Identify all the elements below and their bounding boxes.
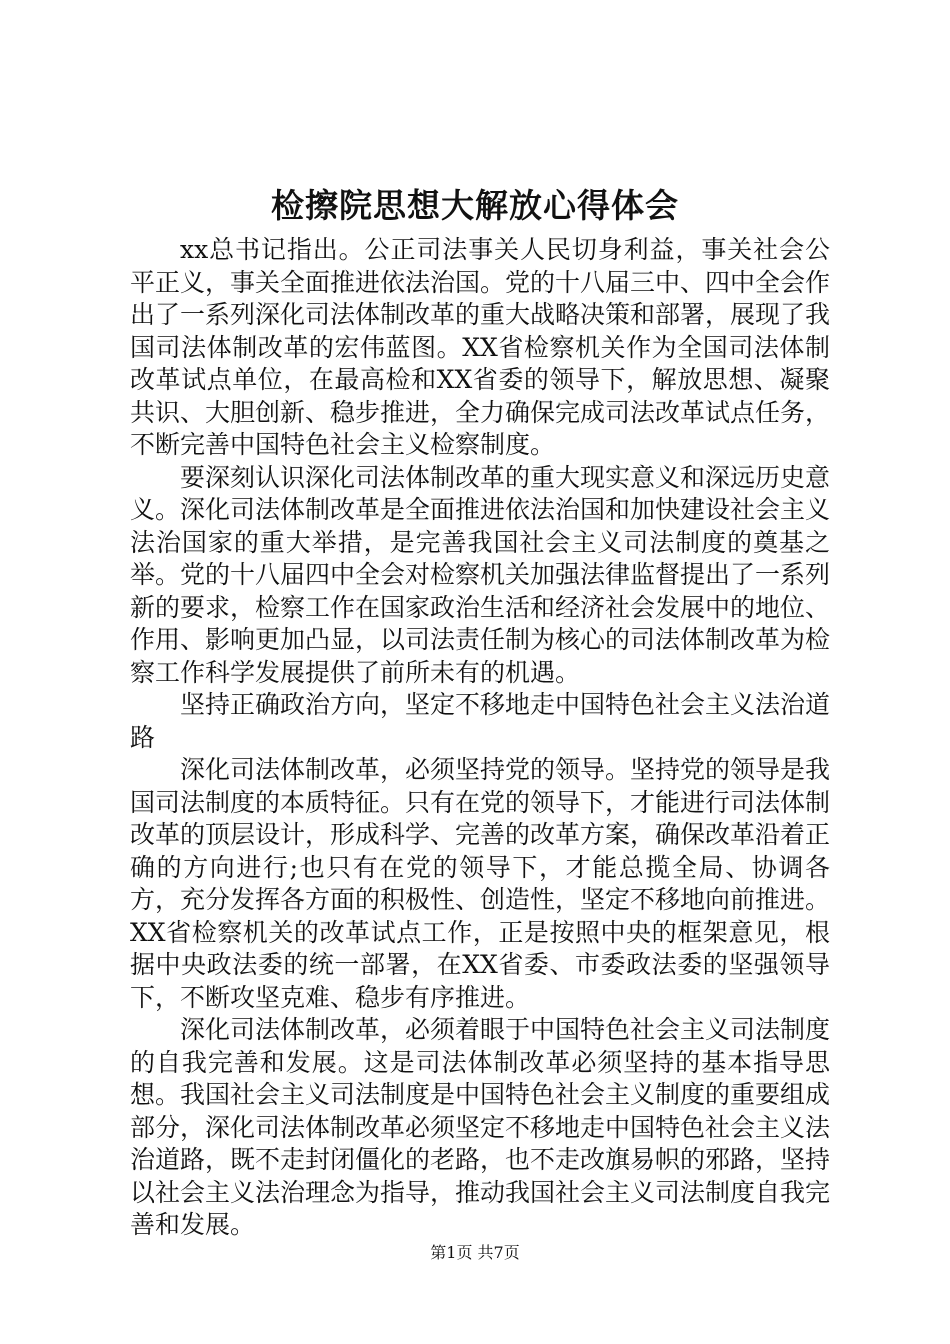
document-title: 检擦院思想大解放心得体会	[271, 186, 679, 225]
page-number-footer: 第1页 共7页	[430, 1243, 520, 1262]
paragraph-1: xx总书记指出。公正司法事关人民切身利益，事关社会公平正义，事关全面推进依法治国。党的十八届三中、四中全会作出了一系列深化司法体制改革的重大战略决策和部署，展现了我国司法体制改革的宏伟蓝图。XX省检察机关作为全国司法体制改革试点单位，在最高检和XX省委的领导下，解放思想、凝聚共识、大胆创新、稳步推进，全力确保完成司法改革试点任务，不断完善中国特色社会主义检察制度。	[130, 235, 831, 459]
paragraph-4: 深化司法体制改革，必须坚持党的领导。坚持党的领导是我国司法制度的本质特征。只有在党的领导下，才能进行司法体制改革的顶层设计，形成科学、完善的改革方案，确保改革沿着正确的方向进行;也只有在党的领导下，才能总揽全局、协调各方，充分发挥各方面的积极性、创造性，坚定不移地向前推进。XX省检察机关的改革试点工作，正是按照中央的框架意见，根据中央政法委的统一部署，在XX省委、市委政法委的坚强领导下，不断攻坚克难、稳步有序推进。	[130, 755, 831, 1012]
document-body	[130, 234, 830, 1242]
paragraph-2: 要深刻认识深化司法体制改革的重大现实意义和深远历史意义。深化司法体制改革是全面推进依法治国和加快建设社会主义法治国家的重大举措，是完善我国社会主义司法制度的奠基之举。党的十八届四中全会对检察机关加强法律监督提出了一系列新的要求，检察工作在国家政治生活和经济社会发展中的地位、作用、影响更加凸显，以司法责任制为核心的司法体制改革为检察工作科学发展提供了前所未有的机遇。	[130, 462, 831, 687]
paragraph-3: 坚持正确政治方向，坚定不移地走中国特色社会主义法治道路	[130, 690, 831, 752]
paragraph-5: 深化司法体制改革，必须着眼于中国特色社会主义司法制度的自我完善和发展。这是司法体制改革必须坚持的基本指导思想。我国社会主义司法制度是中国特色社会主义制度的重要组成部分，深化司法体制改革必须坚定不移地走中国特色社会主义法治道路，既不走封闭僵化的老路，也不走改旗易帜的邪路，坚持以社会主义法治理念为指导，推动我国社会主义司法制度自我完善和发展。	[130, 1015, 831, 1239]
